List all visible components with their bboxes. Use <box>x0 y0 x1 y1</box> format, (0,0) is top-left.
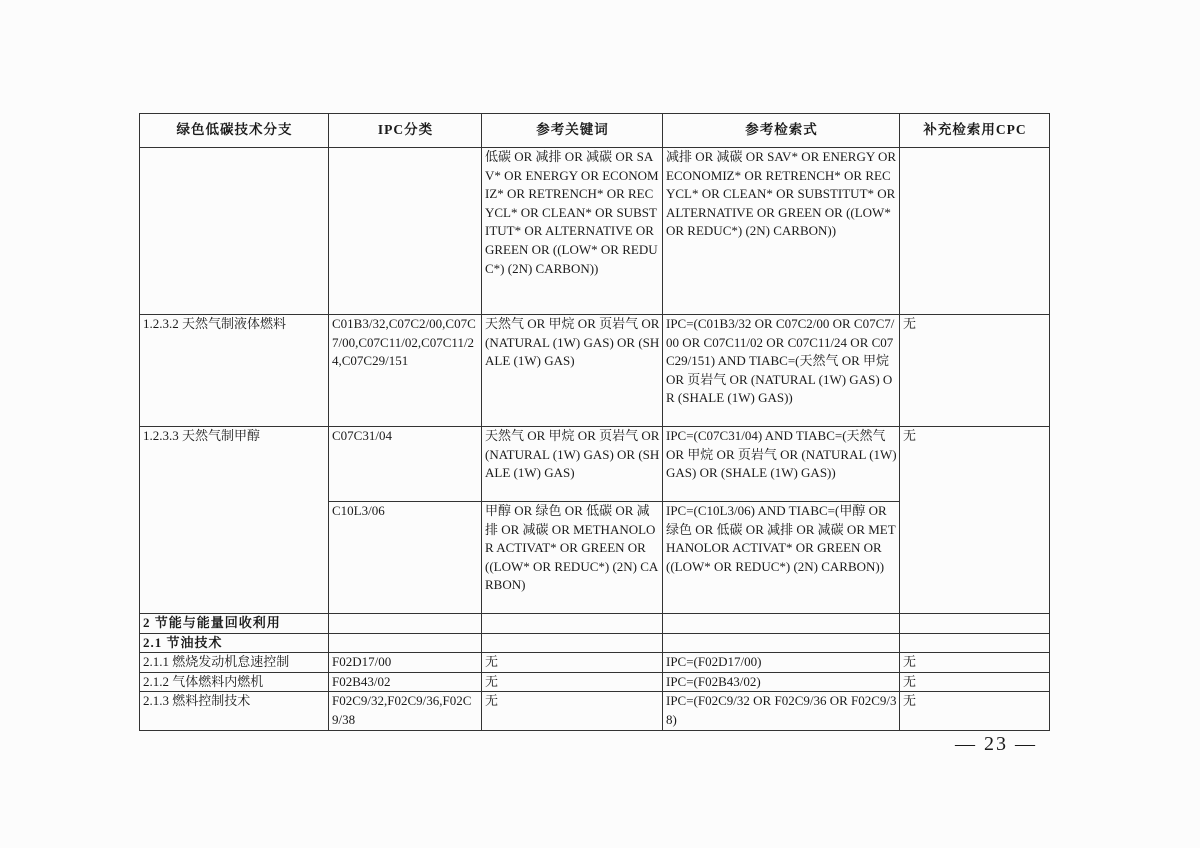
cell-keywords <box>482 633 663 653</box>
table-row <box>140 614 1050 634</box>
cell-query: IPC=(F02C9/32 OR F02C9/36 OR F02C9/38) <box>663 692 900 730</box>
cell-cpc <box>900 614 1050 634</box>
cell-query: IPC=(F02B43/02) <box>663 672 900 692</box>
table-row <box>140 633 1050 653</box>
table-row <box>140 692 1050 730</box>
table-row <box>140 315 1050 427</box>
cell-cpc: 无 <box>900 672 1050 692</box>
cell-ipc: F02B43/02 <box>329 672 482 692</box>
cell-ipc <box>329 148 482 315</box>
header-keywords: 参考关键词 <box>482 114 663 148</box>
cell-keywords: 天然气 OR 甲烷 OR 页岩气 OR (NATURAL (1W) GAS) OR (SHALE (1W) GAS) <box>482 427 663 502</box>
table-row <box>140 653 1050 673</box>
cell-ipc: F02D17/00 <box>329 653 482 673</box>
header-tech-branch: 绿色低碳技术分支 <box>140 114 329 148</box>
cell-section-heading: 2.1 节油技术 <box>140 633 329 653</box>
cell-section-heading: 2 节能与能量回收利用 <box>140 614 329 634</box>
ipc-classification-table <box>139 113 1050 731</box>
cell-branch: 2.1.1 燃烧发动机怠速控制 <box>140 653 329 673</box>
cell-keywords: 无 <box>482 653 663 673</box>
cell-keywords: 无 <box>482 692 663 730</box>
cell-cpc: 无 <box>900 692 1050 730</box>
cell-keywords: 低碳 OR 减排 OR 减碳 OR SAV* OR ENERGY OR ECONOMIZ* OR RETRENCH* OR RECYCL* OR CLEAN* OR SUBSTITUT* OR ALTERNATIVE OR GREEN OR ((LOW* OR REDUC*) (2N) CARBON)) <box>482 148 663 315</box>
header-ipc: IPC分类 <box>329 114 482 148</box>
cell-cpc <box>900 148 1050 315</box>
cell-cpc: 无 <box>900 315 1050 427</box>
cell-ipc <box>329 633 482 653</box>
cell-ipc: C07C31/04 <box>329 427 482 502</box>
cell-keywords <box>482 614 663 634</box>
cell-cpc <box>900 633 1050 653</box>
cell-query <box>663 633 900 653</box>
cell-branch <box>140 148 329 315</box>
table-header-row <box>140 114 1050 148</box>
table-row <box>140 672 1050 692</box>
table-row <box>140 148 1050 315</box>
header-query: 参考检索式 <box>663 114 900 148</box>
cell-cpc: 无 <box>900 427 1050 614</box>
cell-ipc: C01B3/32,C07C2/00,C07C7/00,C07C11/02,C07C11/24,C07C29/151 <box>329 315 482 427</box>
cell-ipc <box>329 614 482 634</box>
cell-ipc: F02C9/32,F02C9/36,F02C9/38 <box>329 692 482 730</box>
cell-branch: 1.2.3.3 天然气制甲醇 <box>140 427 329 614</box>
cell-keywords: 天然气 OR 甲烷 OR 页岩气 OR (NATURAL (1W) GAS) OR (SHALE (1W) GAS) <box>482 315 663 427</box>
cell-query: IPC=(C10L3/06) AND TIABC=(甲醇 OR 绿色 OR 低碳 OR 减排 OR 减碳 OR METHANOLOR ACTIVAT* OR GREEN OR ((LOW* OR REDUC*) (2N) CARBON)) <box>663 502 900 614</box>
cell-query: IPC=(C07C31/04) AND TIABC=(天然气 OR 甲烷 OR 页岩气 OR (NATURAL (1W) GAS) OR (SHALE (1W) GAS)) <box>663 427 900 502</box>
cell-query <box>663 614 900 634</box>
cell-ipc: C10L3/06 <box>329 502 482 614</box>
cell-query: IPC=(F02D17/00) <box>663 653 900 673</box>
cell-query: 减排 OR 减碳 OR SAV* OR ENERGY OR ECONOMIZ* OR RETRENCH* OR RECYCL* OR CLEAN* OR SUBSTITUT* OR ALTERNATIVE OR GREEN OR ((LOW* OR REDUC*) (2N) CARBON)) <box>663 148 900 315</box>
cell-keywords: 无 <box>482 672 663 692</box>
cell-branch: 1.2.3.2 天然气制液体燃料 <box>140 315 329 427</box>
cell-branch: 2.1.2 气体燃料内燃机 <box>140 672 329 692</box>
cell-cpc: 无 <box>900 653 1050 673</box>
cell-branch: 2.1.3 燃料控制技术 <box>140 692 329 730</box>
cell-query: IPC=(C01B3/32 OR C07C2/00 OR C07C7/00 OR C07C11/02 OR C07C11/24 OR C07C29/151) AND TIABC=(天然气 OR 甲烷 OR 页岩气 OR (NATURAL (1W) GAS) OR (SHALE (1W) GAS)) <box>663 315 900 427</box>
header-cpc: 补充检索用CPC <box>900 114 1050 148</box>
table-row <box>140 427 1050 502</box>
page-number: — 23 — <box>955 733 1037 755</box>
cell-keywords: 甲醇 OR 绿色 OR 低碳 OR 减排 OR 减碳 OR METHANOLOR ACTIVAT* OR GREEN OR ((LOW* OR REDUC*) (2N) CARBON) <box>482 502 663 614</box>
